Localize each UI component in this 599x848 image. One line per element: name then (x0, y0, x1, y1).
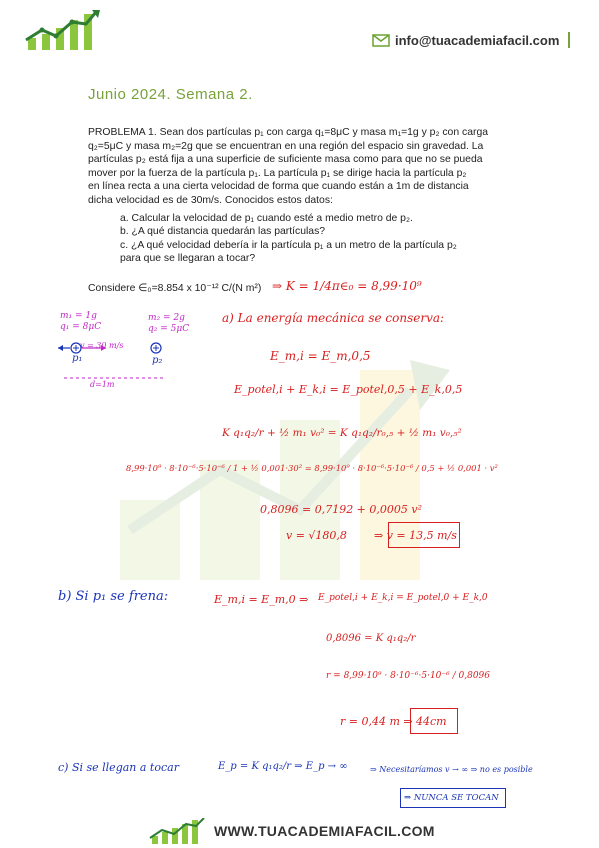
part-c-answer-box (400, 788, 506, 808)
problem-line: q₂=5μC y masa m₂=2g que se encuentran en una región del espacio sin gravedad. La (88, 140, 484, 152)
diagram-q2: q₂ = 5μC (148, 324, 190, 334)
question-c-cont: para que se llegaran a tocar? (120, 253, 256, 265)
part-a-heading: a) La energía mecánica se conserva: (222, 311, 445, 325)
part-b-line-2: E_potel,i + E_k,i = E_potel,0 + E_k,0 (318, 593, 488, 603)
question-list (120, 212, 528, 266)
part-b-line-3: 0,8096 = K q₁q₂/r (326, 633, 416, 644)
part-a-line-6: v = √180,8 (286, 529, 347, 542)
header-email (372, 32, 570, 48)
part-b-heading: b) Si p₁ se frena: (58, 589, 169, 604)
question-b: b. ¿A qué distancia quedarán las partículas? (120, 226, 326, 238)
email-text[interactable]: info@tuacademiafacil.com (395, 32, 560, 48)
footer (148, 818, 435, 844)
problem-line: partículas p₂ está fija a una superficie de suficiente masa como para que no se pueda (88, 154, 483, 166)
part-a-answer-box (388, 522, 460, 548)
footer-logo (148, 818, 206, 844)
part-a-line-1: E_m,i = E_m,0,5 (270, 349, 371, 363)
mail-icon (372, 34, 390, 47)
question-a: a. Calcular la velocidad de p₁ cuando esté a medio metro de p₂. (120, 212, 413, 224)
question-c: c. ¿A qué velocidad debería ir la partícula p₁ a un metro de la partícula p₂ (120, 239, 457, 251)
diagram-q1: q₁ = 8μC (60, 322, 102, 332)
part-b-answer-box (410, 708, 458, 734)
part-a-line-4: 8,99·10⁹ · 8·10⁻⁶·5·10⁻⁶ / 1 + ½ 0,001·30² = 8,99·10⁹ · 8·10⁻⁶·5·10⁻⁶ / 0,5 + ½ 0,001 · v² (126, 463, 498, 473)
diagram-p2: p₂ (152, 355, 163, 366)
diagram-d: d=1m (90, 380, 115, 389)
part-c-heading: c) Si se llegan a tocar (58, 761, 179, 774)
header-logo (22, 8, 102, 52)
problem-line: PROBLEMA 1. Sean dos partículas p₁ con carga q₁=8μC y masa m₁=1g y p₂ con carga (88, 127, 488, 138)
part-a-answer: ⇒ v = 13,5 m/s (374, 529, 457, 542)
part-b-line-1: E_m,i = E_m,0 ⇒ (214, 593, 309, 606)
k-formula: ⇒ K = 1/4π∈₀ = 8,99·10⁹ (272, 279, 422, 293)
problem-line: mover por la fuerza de la partícula p₁. La partícula p₁ se dirige hacia la partícula p₂ (88, 167, 467, 179)
footer-url[interactable]: WWW.TUACADEMIAFACIL.COM (214, 823, 435, 839)
problem-line: dicha velocidad es de 30m/s. Conocidos estos datos: (88, 194, 333, 206)
part-c-answer: ⇒ NUNCA SE TOCAN (404, 793, 499, 803)
diagram-p1: p₁ (72, 353, 83, 364)
part-a-line-3: K q₁q₂/r + ½ m₁ v₀² = K q₁q₂/r₀,₅ + ½ m₁ v₀,₅² (222, 427, 462, 439)
page-title: Junio 2024. Semana 2. (88, 86, 253, 103)
problem-line: en línea recta a una cierta velocidad de forma que cuando están a 1m de distancia (88, 181, 469, 193)
part-c-note: ⇒ Necesitaríamos v → ∞ ⇒ no es posible (370, 765, 533, 774)
diagram-m2: m₂ = 2g (148, 313, 185, 323)
part-b-line-4: r = 8,99·10⁹ · 8·10⁻⁶·5·10⁻⁶ / 0,8096 (326, 671, 491, 681)
header-divider (568, 32, 570, 48)
part-a-line-5: 0,8096 = 0,7192 + 0,0005 v² (260, 503, 423, 516)
part-b-line-5: r = 0,44 m ⇒ (340, 715, 413, 728)
part-b-answer: 44cm (416, 715, 447, 728)
part-c-formula: E_p = K q₁q₂/r ⇒ E_p → ∞ (218, 761, 348, 772)
part-a-line-2: E_potel,i + E_k,i = E_potel,0,5 + E_k,0,5 (234, 383, 463, 396)
diagram-m1: m₁ = 1g (60, 311, 97, 321)
problem-statement (88, 126, 528, 266)
diagram-v: v = 30 m/s (80, 341, 124, 350)
constant-note: Considere ∈₀=8.854 x 10⁻¹² C/(N m²) (88, 283, 262, 294)
